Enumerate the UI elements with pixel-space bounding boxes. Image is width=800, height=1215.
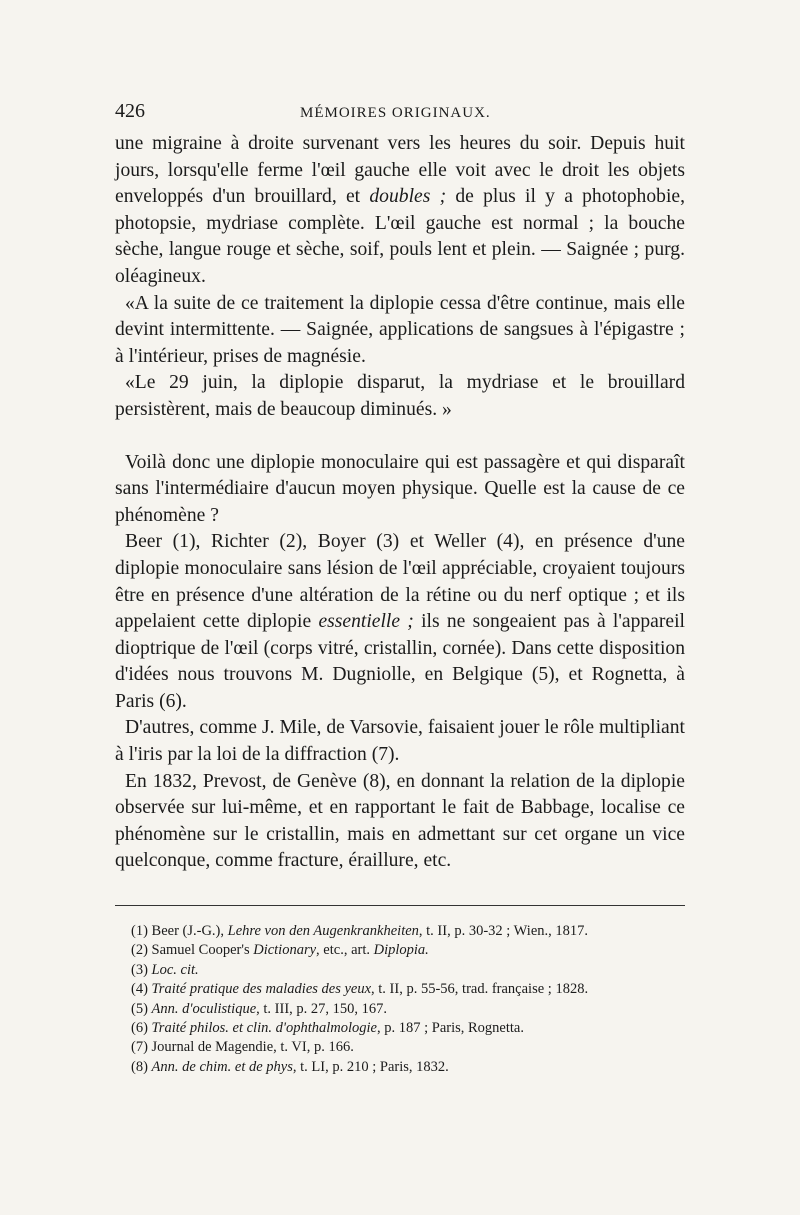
italic-text: Traité philos. et clin. d'ophthalmologie	[151, 1020, 377, 1037]
text-run: de plus il y a photophobie, photopsie, mydriase complète. L'œil gauche est normal ; la bouche sèche, langue rouge et sèche, soif, pouls lent et plein. — Saignée ; purg. oléagineux.	[115, 186, 685, 287]
text-run: «Le 29 juin, la diplopie disparut, la mydriase et le brouillard persistèrent, mais de beaucoup diminués. »	[115, 372, 685, 420]
footnote	[115, 980, 685, 999]
text-run: , t. II, p. 30-32 ; Wien., 1817.	[418, 923, 589, 940]
italic-text: Lehre von den Augenkrankheiten	[227, 923, 419, 940]
footnote	[115, 922, 685, 941]
italic-text: Dictionary	[253, 942, 317, 959]
page-header	[115, 100, 685, 123]
text-run: , t. III, p. 27, 150, 167.	[256, 1000, 388, 1017]
italic-text: Ann. d'oculistique	[151, 1000, 257, 1017]
paragraph	[115, 370, 685, 423]
italic-text: Ann. de chim. et de phys	[151, 1058, 293, 1075]
paragraph	[115, 131, 685, 291]
footnote	[115, 941, 685, 960]
text-run: Beer (1), Richter (2), Boyer (3) et Weller (4), en présence d'une diplopie monoculaire sans lésion de l'œil appréciable, croyaient toujours être en présence d'une altération de la rétine ou du nerf optique ; et ils appelaient cette diplopie	[115, 531, 685, 633]
book-page	[115, 100, 685, 1077]
text-run: , t. II, p. 55-56, trad. française ; 1828.	[371, 981, 589, 998]
paragraph	[115, 291, 685, 371]
italic-text: Diplopia.	[373, 942, 429, 959]
italic-text: Traité pratique des maladies des yeux	[151, 981, 372, 998]
text-run: (3)	[131, 961, 152, 978]
footnote	[115, 961, 685, 980]
footnote	[115, 1019, 685, 1038]
footnote	[115, 1038, 685, 1057]
text-run: , t. LI, p. 210 ; Paris, 1832.	[292, 1058, 449, 1075]
text-run: (1) Beer (J.-G.),	[131, 923, 228, 940]
footnote	[115, 1000, 685, 1019]
running-head: MÉMOIRES ORIGINAUX.	[300, 105, 491, 121]
italic-text: Loc. cit.	[151, 961, 199, 978]
text-run: , p. 187 ; Paris, Rognetta.	[376, 1020, 524, 1037]
text-run: «A la suite de ce traitement la diplopie cessa d'être continue, mais elle devint intermittente. — Saignée, applications de sangsues à l'épigastre ; à l'intérieur, prises de magnésie.	[115, 292, 685, 367]
italic-text: doubles ;	[369, 186, 447, 208]
text-run: (4)	[131, 981, 152, 998]
paragraph	[115, 715, 685, 768]
text-run: (7) Journal de Magendie, t. VI, p. 166.	[131, 1039, 354, 1056]
body-text	[115, 131, 685, 875]
text-run: (8)	[131, 1058, 152, 1075]
text-run: En 1832, Prevost, de Genève (8), en donnant la relation de la diplopie observée sur lui-même, et en rapportant le fait de Babbage, localise ce phénomène sur le cristallin, mais en admettant sur cet organe un vice quelconque, comme fracture, éraillure, etc.	[115, 770, 685, 872]
paragraph	[115, 450, 685, 530]
text-run: Voilà donc une diplopie monoculaire qui est passagère et qui disparaît sans l'intermédiaire d'aucun moyen physique. Quelle est la cause de ce phénomène ?	[115, 451, 685, 526]
footnote-divider	[115, 905, 685, 906]
text-run: D'autres, comme J. Mile, de Varsovie, faisaient jouer le rôle multipliant à l'iris par la loi de la diffraction (7).	[115, 717, 685, 766]
text-run: (2) Samuel Cooper's	[131, 942, 254, 959]
paragraph-gap	[115, 424, 685, 450]
text-run: ils ne songeaient pas à l'appareil dioptrique de l'œil (corps vitré, cristallin, cornée). Dans cette disposition d'idées nous trouvons M. Dugniolle, en Belgique (5), et Rognetta, à Paris (6).	[115, 611, 685, 712]
text-run: , etc., art.	[316, 942, 374, 959]
footnotes	[115, 922, 685, 1077]
text-run: (6)	[131, 1020, 152, 1037]
text-run: (5)	[131, 1000, 152, 1017]
text-run: une migraine à droite survenant vers les heures du soir. Depuis huit jours, lorsqu'elle ferme l'œil gauche elle voit avec le droit les objets enveloppés d'un brouillard, et	[115, 133, 685, 208]
footnote	[115, 1058, 685, 1077]
italic-text: essentielle ;	[318, 611, 414, 633]
paragraph	[115, 769, 685, 875]
page-number: 426	[115, 100, 145, 122]
paragraph	[115, 529, 685, 715]
